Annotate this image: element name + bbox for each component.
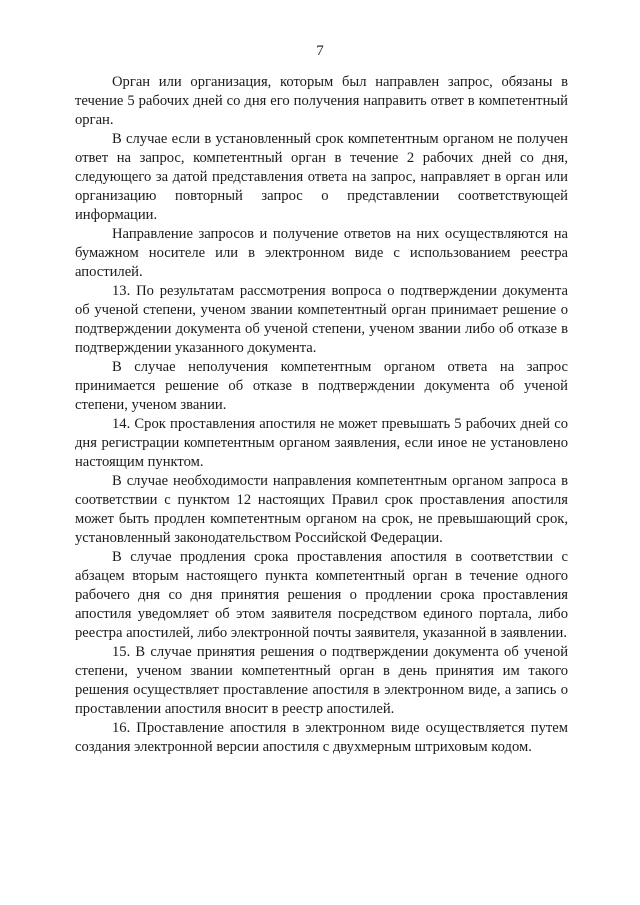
paragraph: В случае продления срока проставления апостиля в соответствии с абзацем вторым настоящего пункта компетентный орган в течение одного рабочего дня со дня принятия решения о продлении срока проставления апостиля уведомляет об этом заявителя посредством единого портала, либо реестра апостилей, либо электронной почты заявителя, указанной в заявлении. <box>75 549 568 641</box>
document-body <box>75 73 568 757</box>
paragraph-item-13: 13. По результатам рассмотрения вопроса о подтверждении документа об ученой степени, ученом звании компетентный орган принимает решение о подтверждении документа об ученой степени, ученом звании либо об отказе в подтверждении указанного документа. <box>75 283 568 356</box>
paragraph-item-16: 16. Проставление апостиля в электронном виде осуществляется путем создания электронной версии апостиля с двухмерным штриховым кодом. <box>75 720 568 755</box>
paragraph: Орган или организация, которым был направлен запрос, обязаны в течение 5 рабочих дней со дня его получения направить ответ в компетентный орган. <box>75 74 568 128</box>
paragraph: В случае если в установленный срок компетентным органом не получен ответ на запрос, компетентный орган в течение 2 рабочих дней со дня, следующего за датой представления ответа на запрос, направляет в орган или организацию повторный запрос о представлении соответствующей информации. <box>75 131 568 223</box>
paragraph: В случае необходимости направления компетентным органом запроса в соответствии с пунктом 12 настоящих Правил срок проставления апостиля может быть продлен компетентным органом на срок, не превышающий срок, установленный законодательством Российской Федерации. <box>75 473 568 546</box>
paragraph: В случае неполучения компетентным органом ответа на запрос принимается решение об отказе в подтверждении документа об ученой степени, ученом звании. <box>75 359 568 413</box>
page-number: 7 <box>316 43 324 59</box>
paragraph: Направление запросов и получение ответов на них осуществляются на бумажном носителе или в электронном виде с использованием реестра апостилей. <box>75 226 568 280</box>
paragraph-item-15: 15. В случае принятия решения о подтверждении документа об ученой степени, ученом звании компетентный орган в день принятия им такого решения осуществляет проставление апостиля в электронном виде, а запись о проставлении апостиля вносит в реестр апостилей. <box>75 644 568 717</box>
paragraph-item-14: 14. Срок проставления апостиля не может превышать 5 рабочих дней со дня регистрации компетентным органом заявления, если иное не установлено настоящим пунктом. <box>75 416 568 470</box>
